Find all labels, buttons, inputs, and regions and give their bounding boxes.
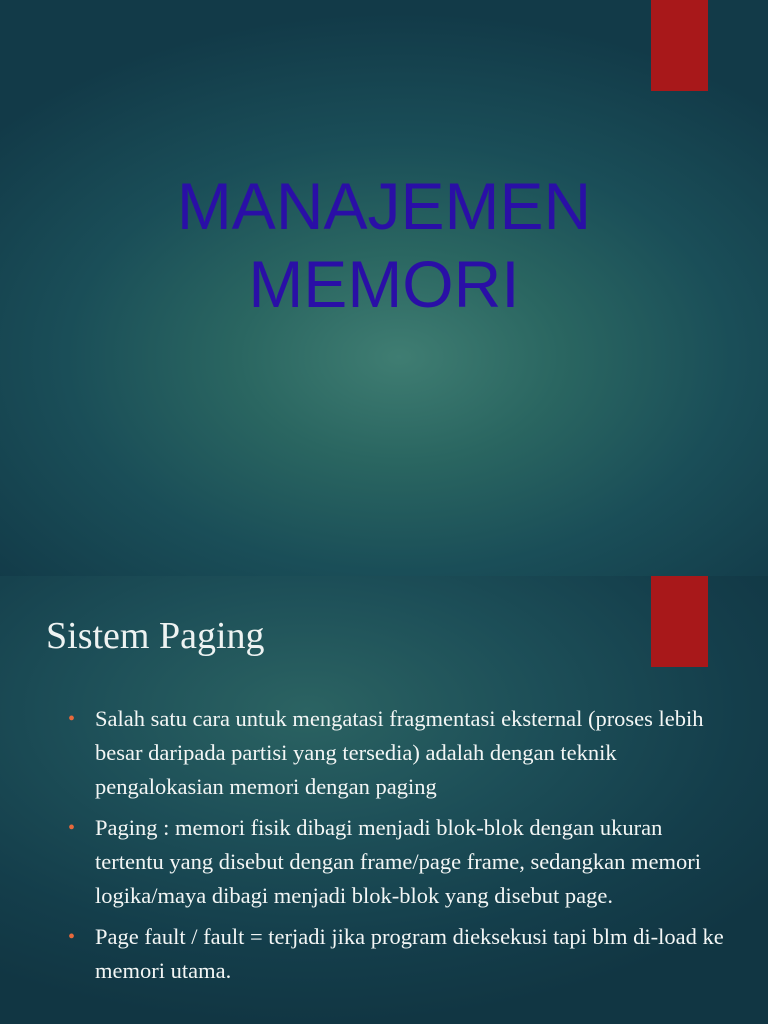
- bullet-item: [68, 702, 728, 804]
- slide-heading: Sistem Paging: [46, 615, 265, 657]
- bullet-icon: •: [68, 926, 76, 948]
- bullet-item: [68, 920, 728, 988]
- bullet-icon: •: [68, 817, 76, 839]
- title-line-2: MEMORI: [248, 247, 520, 321]
- slide-content: [0, 576, 768, 1024]
- bullet-text: Salah satu cara untuk mengatasi fragmentasi eksternal (proses lebih besar daripada partisi yang tersedia) adalah dengan teknik pengalokasian memori dengan paging: [95, 706, 704, 799]
- title-line-1: MANAJEMEN: [176, 169, 592, 243]
- bullet-list: [68, 702, 728, 995]
- slide-title-heading: [0, 167, 768, 323]
- bullet-icon: •: [68, 708, 76, 730]
- bullet-text: Paging : memori fisik dibagi menjadi blok-blok dengan ukuran tertentu yang disebut dengan frame/page frame, sedangkan memori logika/maya dibagi menjadi blok-blok yang disebut page.: [95, 815, 702, 908]
- bullet-item: [68, 811, 728, 913]
- accent-bar: [651, 0, 708, 91]
- accent-bar: [651, 576, 708, 667]
- bullet-text: Page fault / fault = terjadi jika program dieksekusi tapi blm di-load ke memori utama.: [95, 924, 724, 983]
